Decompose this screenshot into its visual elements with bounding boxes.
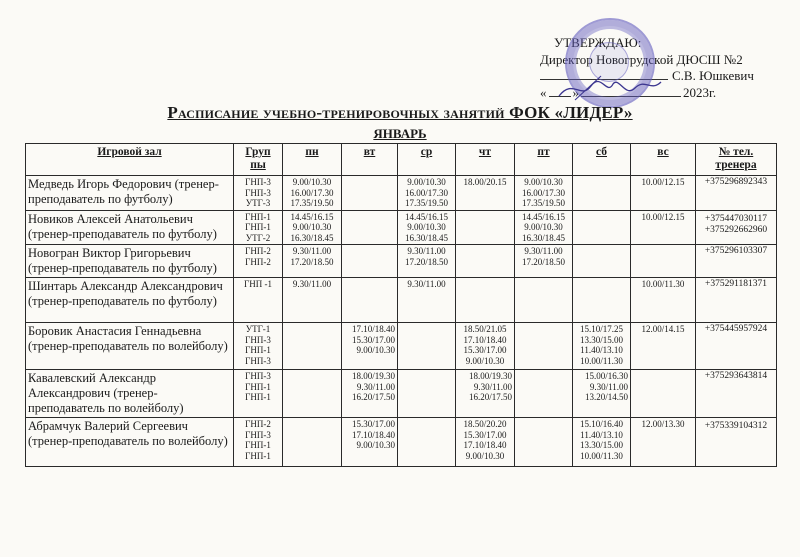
sat-cell-entry: 10.00/11.30 [580,450,623,461]
mon-cell-entry: 17.20/18.50 [290,256,334,267]
mon-cell-entry: 9.30/11.00 [292,279,332,289]
thu-cell-entry: 16.20/17.50 [468,392,512,402]
fri-cell [515,245,573,278]
phone-cell-entry: +375291181371 [704,279,767,289]
fri-cell-entry: 17.20/18.50 [521,256,565,267]
groups-cell [234,278,283,323]
sat-cell [573,245,631,278]
thu-cell-entry: 18.00/19.30 [468,371,512,381]
tue-cell [342,210,398,245]
header-mon: пн [283,144,342,176]
sat-cell [573,278,631,323]
document-title-text: Расписание учебно-тренировочных занятий ФОК «ЛИДЕР» [167,103,633,122]
thu-cell-entry: 17.10/18.40 [463,334,507,345]
tue-cell-entry: 18.00/19.30 [351,371,395,381]
month-heading: ЯНВАРЬ [373,126,427,141]
tue-cell-entry: 17.10/18.40 [351,324,395,334]
date-day-blank [549,96,571,97]
phone-cell [696,278,777,323]
groups-cell-entry: ГНП-1 [245,450,271,461]
header-tue: вт [342,144,398,176]
wed-cell-entry: 16.30/18.45 [404,232,448,243]
wed-cell-entry: 9.30/11.00 [407,279,446,289]
mon-cell-entry: 9.30/11.00 [292,246,332,256]
approval-signatory-name: С.В. Юшкевич [672,68,754,83]
tue-cell [342,418,398,467]
mon-cell [283,176,342,211]
tue-cell [342,176,398,211]
phone-cell [696,245,777,278]
wed-cell-entry: 9.00/10.30 [407,222,446,232]
approval-date [540,85,800,102]
table-row [26,210,777,245]
tue-cell-entry: 9.00/10.30 [356,345,395,355]
wed-cell-entry: 17.20/18.50 [404,256,448,267]
thu-cell [456,245,515,278]
groups-cell [234,370,283,418]
coach-name: Абрамчук Валерий Сергеевич (тренер-преподаватель по волейболу) [26,418,234,467]
sun-cell-entry: 12.00/13.30 [641,419,685,429]
sun-cell [631,370,696,418]
thu-cell [456,278,515,323]
signature-line [540,79,668,80]
groups-cell [234,323,283,370]
table-row [26,418,777,467]
header-fri: пт [515,144,573,176]
fri-cell-entry: 9.30/11.00 [524,246,563,256]
thu-cell [456,370,515,418]
schedule-body [26,176,777,467]
sat-cell [573,176,631,211]
phone-cell-entry: +375293643814 [704,371,768,381]
table-row [26,176,777,211]
mon-cell [283,323,342,370]
mon-cell [283,245,342,278]
sat-cell-entry: 13.30/15.00 [579,334,623,345]
groups-cell-entry: УТГ-1 [245,324,271,334]
mon-cell-entry: 9.00/10.30 [292,177,332,187]
fri-cell-entry: 17.35/19.50 [521,198,565,208]
tue-cell-entry: 16.20/17.50 [351,392,395,402]
mon-cell [283,370,342,418]
approval-position: Директор Новогрудской ДЮСШ №2 [540,51,743,67]
groups-cell-entry: ГНП-1 [245,440,271,450]
groups-cell-entry: ГНП-1 [245,381,271,392]
groups-cell-entry: ГНП-1 [245,392,271,402]
thu-cell-entry: 17.10/18.40 [463,440,507,450]
fri-cell [515,370,573,418]
coach-name: Боровик Анастасия Геннадьевна (тренер-преподаватель по волейболу) [26,323,234,370]
approval-block [540,35,800,101]
document-title [0,103,800,123]
groups-cell-entry: УТГ-3 [245,198,271,208]
wed-cell [398,278,456,323]
thu-cell [456,210,515,245]
phone-cell-entry: +375296892343 [704,177,768,187]
groups-cell-entry: ГНП-3 [245,334,271,345]
wed-cell [398,210,456,245]
approval-heading: УТВЕРЖДАЮ: [554,35,642,50]
table-row [26,323,777,370]
header-sun: вс [631,144,696,176]
date-quote-open: « [540,84,547,100]
tue-cell-entry: 9.30/11.00 [356,381,395,392]
groups-cell [234,245,283,278]
table-row [26,278,777,323]
coach-name: Новиков Алексей Анатольевич (тренер-преподаватель по футболу) [26,210,234,245]
fri-cell-entry: 9.00/10.30 [524,222,563,232]
sun-cell-entry: 10.00/12.15 [641,211,685,222]
fri-cell-entry: 16.00/17.30 [521,187,565,198]
wed-cell [398,323,456,370]
groups-cell [234,176,283,211]
header-wed: ср [398,144,456,176]
mon-cell [283,210,342,245]
phone-cell-entry: +375292662960 [704,224,768,235]
phone-cell-entry: +375339104312 [704,421,768,431]
thu-cell [456,176,515,211]
thu-cell-entry: 9.00/10.30 [465,355,505,366]
groups-cell-entry: ГНП -1 [244,279,272,289]
groups-cell-entry: ГНП-1 [245,211,271,222]
mon-cell [283,278,342,323]
header-sat: сб [573,144,631,176]
groups-cell [234,210,283,245]
groups-cell-entry: ГНП-3 [245,429,271,440]
sun-cell-entry: 10.00/11.30 [641,279,685,289]
fri-cell-entry: 9.00/10.30 [524,177,563,187]
tue-cell [342,245,398,278]
groups-cell-entry: ГНП-2 [245,246,271,256]
tue-cell-entry: 17.10/18.40 [351,429,395,440]
sun-cell [631,210,696,245]
groups-cell [234,418,283,467]
mon-cell-entry: 9.00/10.30 [292,222,332,232]
wed-cell [398,370,456,418]
wed-cell-entry: 9.00/10.30 [407,177,446,187]
sat-cell-entry: 10.00/11.30 [580,355,623,366]
wed-cell [398,176,456,211]
groups-cell-entry: ГНП-1 [245,222,271,232]
header-groups: Груп пы [234,144,283,176]
fri-cell [515,176,573,211]
phone-cell [696,176,777,211]
sat-cell [573,323,631,370]
schedule-table [25,143,777,467]
phone-cell [696,210,777,245]
sat-cell-entry: 11.40/13.10 [580,345,623,355]
mon-cell [283,418,342,467]
wed-cell-entry: 9.30/11.00 [407,246,446,256]
wed-cell-entry: 14.45/16.15 [404,211,448,222]
table-row [26,245,777,278]
table-row [26,370,777,418]
tue-cell [342,278,398,323]
fri-cell-entry: 14.45/16.15 [521,211,565,222]
wed-cell-entry: 16.00/17.30 [404,187,448,198]
groups-cell-entry: ГНП-3 [245,355,271,366]
sat-cell-entry: 11.40/13.10 [580,429,623,440]
groups-cell-entry: УТГ-2 [245,232,271,243]
thu-cell-entry: 18.00/20.15 [463,177,507,187]
groups-cell-entry: ГНП-3 [245,187,271,198]
header-thu: чт [456,144,515,176]
coach-name: Кавалевский Александр Александрович (тренер-преподаватель по волейболу) [26,370,234,418]
thu-cell [456,418,515,467]
wed-cell [398,245,456,278]
mon-cell-entry: 16.30/18.45 [290,232,334,243]
tue-cell-entry: 9.00/10.30 [356,440,395,450]
mon-cell-entry: 17.35/19.50 [290,198,334,208]
sun-cell [631,176,696,211]
sat-cell-entry: 9.30/11.00 [589,381,628,392]
tue-cell [342,370,398,418]
thu-cell [456,323,515,370]
mon-cell-entry: 16.00/17.30 [290,187,334,198]
thu-cell-entry: 9.00/10.30 [465,450,505,461]
tue-cell-entry: 15.30/17.00 [351,419,395,429]
thu-cell-entry: 18.50/20.20 [463,419,507,429]
sun-cell [631,245,696,278]
thu-cell-entry: 9.30/11.00 [473,381,512,392]
wed-cell [398,418,456,467]
phone-cell [696,323,777,370]
sat-cell [573,210,631,245]
thu-cell-entry: 15.30/17.00 [463,345,507,355]
fri-cell [515,418,573,467]
groups-cell-entry: ГНП-2 [245,256,271,267]
sun-cell [631,418,696,467]
header-hall: Игровой зал [26,144,234,176]
sat-cell [573,418,631,467]
groups-cell-entry: ГНП-2 [245,419,271,429]
mon-cell-entry: 14.45/16.15 [290,211,334,222]
header-tel: № тел. тренера [696,144,777,176]
thu-cell-entry: 15.30/17.00 [463,429,507,440]
tue-cell [342,323,398,370]
sun-cell [631,278,696,323]
sat-cell-entry: 15.00/16.30 [584,371,628,381]
sat-cell-entry: 15.10/17.25 [579,324,623,334]
groups-cell-entry: ГНП-3 [245,177,271,187]
phone-cell-entry: +375445957924 [704,324,768,334]
wed-cell-entry: 17.35/19.50 [404,198,448,208]
coach-name: Шинтарь Александр Александрович (тренер-преподаватель по футболу) [26,278,234,323]
date-quote-close: » [572,84,579,100]
sun-cell [631,323,696,370]
sun-cell-entry: 10.00/12.15 [641,177,685,187]
phone-cell-entry: +375447030117 [704,213,767,224]
sat-cell-entry: 13.30/15.00 [579,440,623,450]
groups-cell-entry: ГНП-3 [245,371,271,381]
date-year: 2023г. [683,84,717,100]
thu-cell-entry: 18.50/21.05 [463,324,507,334]
header-row [26,144,777,176]
tue-cell-entry: 15.30/17.00 [351,334,395,345]
fri-cell [515,278,573,323]
groups-cell-entry: ГНП-1 [245,345,271,355]
sun-cell-entry: 12.00/14.15 [641,324,685,334]
sat-cell-entry: 15.10/16.40 [579,419,623,429]
sat-cell [573,370,631,418]
phone-cell [696,418,777,467]
phone-cell [696,370,777,418]
fri-cell-entry: 16.30/18.45 [521,232,565,243]
date-month-blank [581,96,681,97]
sat-cell-entry: 13.20/14.50 [584,392,628,402]
approval-signatory [540,68,800,85]
coach-name: Медведь Игорь Федорович (тренер-преподаватель по футболу) [26,176,234,211]
phone-cell-entry: +375296103307 [704,246,768,256]
fri-cell [515,323,573,370]
fri-cell [515,210,573,245]
coach-name: Новогран Виктор Григорьевич (тренер-преподаватель по футболу) [26,245,234,278]
